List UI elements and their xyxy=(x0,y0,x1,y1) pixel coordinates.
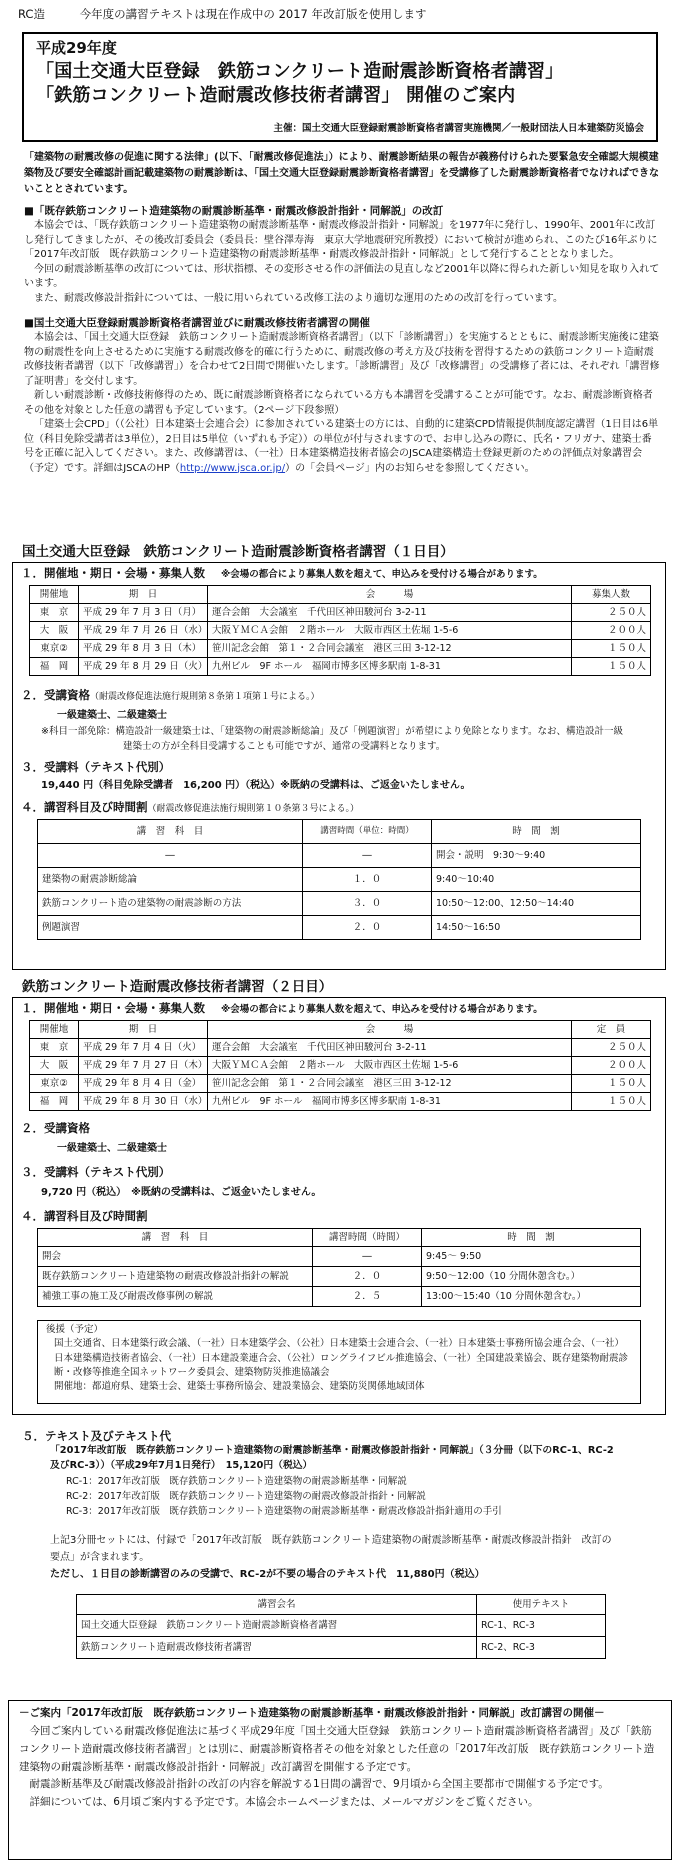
cell: 既存鉄筋コンクリート造建築物の耐震改修設計指針の解説 xyxy=(38,1267,313,1287)
cell: 14:50〜16:50 xyxy=(432,916,641,940)
table-row xyxy=(38,1267,641,1287)
top-notice xyxy=(18,6,668,23)
jsca-link[interactable]: http://www.jsca.or.jp/ xyxy=(179,462,286,474)
cell: 9:50〜12:00（10 分間休憩含む。） xyxy=(422,1267,641,1287)
col-header: 会 場 xyxy=(208,1021,572,1039)
table-row xyxy=(30,604,651,622)
cell: 国土交通大臣登録 鉄筋コンクリート造耐震診断資格者講習 xyxy=(77,1615,477,1637)
final-title: －ご案内「2017年改訂版 既存鉄筋コンクリート造建築物の耐震診断基準・耐震改修設計指針・同解説」改訂講習の開催－ xyxy=(19,1707,605,1719)
col-header: 開催地 xyxy=(30,1021,79,1039)
course2-s4: ４．講習科目及び時間割 xyxy=(21,1209,148,1223)
section-course-heading: ■国土交通大臣登録耐震診断資格者講習並びに耐震改修技術者講習の開催 xyxy=(24,317,370,329)
cell: 運合会館 大会議室 千代田区神田駿河台 3-2-11 xyxy=(208,604,572,622)
cell: ― xyxy=(38,844,303,868)
section-course-p2: 新しい耐震診断・改修技術修得のため、既に耐震診断資格者になられている方も本講習を受講することが可能です。なお、耐震診断資格者その他を対象とした任意の講習も予定しています。（2ページ下段参照） xyxy=(24,390,653,416)
cell: １５０人 xyxy=(572,1093,651,1111)
cell: ２．０ xyxy=(303,916,432,940)
header-title-2: 「鉄筋コンクリート造耐震改修技術者講習」 開催のご案内 xyxy=(36,85,516,107)
course2-subject-table xyxy=(37,1228,641,1307)
course1-fee: 19,440 円（科目免除受講者 16,200 円）（税込）※既納の受講料は、ご返金いたしません。 xyxy=(41,780,471,791)
support-list: 国土交通省、日本建築行政会議、（一社）日本建築学会、（公社）日本建築士会連合会、（一社）日本建築士事務所協会連合会、（一社）日本建築構造技術者協会、（一社）日本建設業連合会、（公社）ロングライフビル推進協会、（一社）全国建設業協会、既存建築物耐震診断・改修等推進全国ネットワーク委員会、建築物防災推進協議会 xyxy=(54,1338,628,1378)
cell: 例題演習 xyxy=(38,916,303,940)
col-header: 時 間 割 xyxy=(422,1229,641,1247)
course1-qualification: 一級建築士、二級建築士 xyxy=(57,710,167,721)
col-header: 開催地 xyxy=(30,586,79,604)
texts-heading: ５．テキスト及びテキスト代 xyxy=(22,1429,172,1443)
cell: 平成 29 年 7 月 4 日（火） xyxy=(79,1039,208,1057)
cell: 鉄筋コンクリート造耐震改修技術者講習 xyxy=(77,1637,477,1659)
support-box xyxy=(37,1320,641,1404)
table-row xyxy=(77,1615,606,1637)
cell: 運合会館 大会議室 千代田区神田駿河台 3-2-11 xyxy=(208,1039,572,1057)
support-label: 後援（予定） xyxy=(46,1324,104,1335)
cell: 平成 29 年 8 月 30 日（水） xyxy=(79,1093,208,1111)
final-p3: 詳細については、6月頃ご案内する予定です。本協会ホームページまたは、メールマガジンをご覧ください。 xyxy=(29,1796,539,1809)
section-revision xyxy=(24,204,660,306)
table-row xyxy=(38,892,641,916)
header-year: 平成29年度 xyxy=(36,39,117,57)
cell: 開会・説明 9:30〜9:40 xyxy=(432,844,641,868)
cell: 平成 29 年 7 月 26 日（水） xyxy=(79,622,208,640)
cell: 13:00〜15:40（10 分間休憩含む。） xyxy=(422,1287,641,1307)
course1-title: 国土交通大臣登録 鉄筋コンクリート造耐震診断資格者講習（１日目） xyxy=(22,544,454,560)
col-header: 時 間 割 xyxy=(432,820,641,844)
cell: 平成 29 年 7 月 27 日（木） xyxy=(79,1057,208,1075)
cell: 東 京 xyxy=(30,604,79,622)
course2-s1 xyxy=(21,1000,543,1017)
cell: １５０人 xyxy=(572,658,651,676)
cell: 大 阪 xyxy=(30,1057,79,1075)
cell: 開会 xyxy=(38,1247,313,1267)
organizer: 主催：国土交通大臣登録耐震診断資格者講習実施機関／一般財団法人日本建築防災協会 xyxy=(273,123,644,135)
course2-fee: 9,720 円（税込） ※既納の受講料は、ご返金いたしません。 xyxy=(41,1187,322,1198)
course2-s1-label: １．開催地・期日・会場・募集人数 xyxy=(21,1001,205,1015)
table-row xyxy=(38,820,641,844)
course1-qual-note-1: ※科目一部免除：構造設計一級建築士は、「建築物の耐震診断総論」及び「例題演習」が希望により免除となります。なお、構造設計一級 xyxy=(41,726,623,737)
cell: 九州ビル 9F ホール 福岡市博多区博多駅南 1-8-31 xyxy=(208,658,572,676)
cell: 笹川記念会館 第１・２合同会議室 港区三田 3-12-12 xyxy=(208,1075,572,1093)
course1-s4-note: （耐震改修促進法施行規則第１０条第３号による。） xyxy=(147,804,360,814)
cell: 東京② xyxy=(30,640,79,658)
course2-s1-note: ※会場の都合により募集人数を超えて、申込みを受付ける場合があります。 xyxy=(221,1004,543,1015)
table-row xyxy=(30,1039,651,1057)
cell: ２５０人 xyxy=(572,1039,651,1057)
revision-course-notice xyxy=(8,1700,672,1860)
cpd-text-end: ）の「会員ページ」内のお知らせを参照してください。 xyxy=(285,462,535,474)
course2-title: 鉄筋コンクリート造耐震改修技術者講習（２日目） xyxy=(22,979,333,995)
texts-set-2: 要点」が含まれます。 xyxy=(50,1552,150,1563)
section-course-p1: 本協会は、「国土交通大臣登録 鉄筋コンクリート造耐震診断資格者講習」（以下「診断講習」）を実施するとともに、耐震診断実施後に建築物の耐震性を向上させるために実施する耐震改修を的確に行うために、耐震改修の考え方及び技術を習得するための鉄筋コンクリート造耐震改修技術者講習（以下「改修講習」）を合わせて2日間で開催いたします。「診断講習」及び「改修講習」の受講修了者には、それぞれ「講習修了証明書」を交付します。 xyxy=(24,332,660,387)
course1-s2 xyxy=(21,687,320,704)
texts-rc1: RC-1：2017年改訂版 既存鉄筋コンクリート造建築物の耐震診断基準・同解説 xyxy=(66,1476,407,1487)
course2-qualification: 一級建築士、二級建築士 xyxy=(57,1143,167,1154)
cell: 平成 29 年 8 月 3 日（木） xyxy=(79,640,208,658)
course1-s3: ３．受講料（テキスト代別） xyxy=(21,760,171,774)
table-row xyxy=(38,1247,641,1267)
notice-text: 今年度の講習テキストは現在作成中の 2017 年改訂版を使用します xyxy=(79,7,427,21)
table-row xyxy=(30,658,651,676)
col-header: 募集人数 xyxy=(572,586,651,604)
course1-venue-table xyxy=(29,585,651,676)
cell: 九州ビル 9F ホール 福岡市博多区博多駅南 1-8-31 xyxy=(208,1093,572,1111)
texts-main-1: 「2017年改訂版 既存鉄筋コンクリート造建築物の耐震診断基準・耐震改修設計指針・同解説」（３分冊（以下のRC-1、RC-2 xyxy=(50,1445,614,1456)
section-revision-p3: また、耐震改修設計指針については、一般に用いられている改修工法のより適切な運用のための改訂を行っています。 xyxy=(34,292,563,304)
col-header: 定 員 xyxy=(572,1021,651,1039)
cell: 9:45〜 9:50 xyxy=(422,1247,641,1267)
cell: 平成 29 年 8 月 29 日（火） xyxy=(79,658,208,676)
col-header: 講習時間（単位：時間） xyxy=(303,820,432,844)
table-row xyxy=(38,916,641,940)
cell: 建築物の耐震診断総論 xyxy=(38,868,303,892)
intro-paragraph: 「建築物の耐震改修の促進に関する法律」(以下、「耐震改修促進法」）により、耐震診断結果の報告が義務付けられた要緊急安全確認大規模建築物及び要安全確認計画記載建築物の耐震診断は、「国土交通大臣登録耐震診断資格者講習」を受講修了した耐震診断資格者でなければできないこととされています。 xyxy=(24,152,659,195)
course2-s2: ２．受講資格 xyxy=(21,1121,90,1135)
cell: ２５０人 xyxy=(572,604,651,622)
cell: 平成 29 年 8 月 4 日（金） xyxy=(79,1075,208,1093)
cell: ２．０ xyxy=(313,1267,422,1287)
course1-s4-label: ４．講習科目及び時間割 xyxy=(21,800,148,814)
texts-rc2: RC-2：2017年改訂版 既存鉄筋コンクリート造建築物の耐震改修設計指針・同解説 xyxy=(66,1491,426,1502)
table-row xyxy=(30,1075,651,1093)
header-title-1: 「国土交通大臣登録 鉄筋コンクリート造耐震診断資格者講習」 xyxy=(36,60,564,82)
cell: 大 阪 xyxy=(30,622,79,640)
cell: 平成 29 年 7 月 3 日（月） xyxy=(79,604,208,622)
table-row xyxy=(38,1287,641,1307)
cell: 補強工事の施工及び耐震改修事例の解説 xyxy=(38,1287,313,1307)
table-row xyxy=(38,868,641,892)
cell: １５０人 xyxy=(572,1075,651,1093)
col-header: 講 習 科 目 xyxy=(38,820,303,844)
cell: 鉄筋コンクリート造の建築物の耐震診断の方法 xyxy=(38,892,303,916)
texts-rc3: RC-3：2017年改訂版 既存鉄筋コンクリート造建築物の耐震診断基準・耐震改修設計指針適用の手引 xyxy=(66,1506,502,1517)
table-row xyxy=(30,586,651,604)
col-header: 期 日 xyxy=(79,1021,208,1039)
section-revision-p1: 本協会では、「既存鉄筋コンクリート造建築物の耐震診断基準・耐震改修設計指針・同解説」を1977年に発行し、1990年、2001年に改訂し発行してきましたが、その後改訂委員会（委員長：壁谷澤寿海 東京大学地震研究所教授）において検討が進められ、このたび16年ぶりに「2017年改訂版 既存鉄筋コンクリート造建築物の耐震診断基準・耐震改修設計指針・同解説」として発行することとなりました。 xyxy=(24,220,658,261)
texts-table xyxy=(76,1594,606,1659)
title-box xyxy=(22,32,658,142)
table-row xyxy=(77,1595,606,1615)
rc-label: RC造 xyxy=(18,7,45,21)
texts-main-2: 及びRC-3））（平成29年7月1日発行） 15,120円（税込） xyxy=(50,1460,313,1471)
course1-s2-label: ２．受講資格 xyxy=(21,688,90,702)
texts-set-1: 上記3分冊セットには、付録で「2017年改訂版 既存鉄筋コンクリート造建築物の耐震診断基準・耐震改修設計指針 改訂の xyxy=(50,1535,612,1546)
cell: １．０ xyxy=(303,868,432,892)
cell: 東 京 xyxy=(30,1039,79,1057)
final-p1: 今回ご案内している耐震改修促進法に基づく平成29年度「国土交通大臣登録 鉄筋コンクリート造耐震診断資格者講習」及び「鉄筋コンクリート造耐震改修技術者講習」とは別に、耐震診断資格者その他を対象とした任意の「2017年改訂版 既存鉄筋コンクリート造建築物の耐震診断基準・耐震改修設計指針・同解説」改訂講習を開催する予定です。 xyxy=(19,1724,655,1773)
section-revision-p2: 今回の耐震診断基準の改訂については、形状指標、その変形させる作の評価法の見直しなど2001年以降に得られた新しい知見を取り入れています。 xyxy=(24,263,660,290)
table-row xyxy=(30,640,651,658)
cell: ― xyxy=(313,1247,422,1267)
cell: RC-2、RC-3 xyxy=(477,1637,606,1659)
col-header: 会 場 xyxy=(208,586,572,604)
section-revision-heading: ■「既存鉄筋コンクリート造建築物の耐震診断基準・耐震改修設計指針・同解説」の改訂 xyxy=(24,205,444,217)
course2-s3: ３．受講料（テキスト代別） xyxy=(21,1165,171,1179)
table-row xyxy=(30,1093,651,1111)
course1-qual-note-2: 建築士の方が全科目受講することも可能ですが、通常の受講料となります。 xyxy=(123,741,446,752)
table-row xyxy=(38,1229,641,1247)
cell: ２００人 xyxy=(572,622,651,640)
course1-s1 xyxy=(21,565,543,582)
table-row xyxy=(30,1021,651,1039)
course1-s2-note: （耐震改修促進法施行規則第８条第１項第１号による。） xyxy=(90,692,320,702)
table-row xyxy=(30,622,651,640)
course1-s1-note: ※会場の都合により募集人数を超えて、申込みを受付ける場合があります。 xyxy=(221,569,543,580)
col-header: 講 習 科 目 xyxy=(38,1229,313,1247)
cell: ― xyxy=(303,844,432,868)
cell: 笹川記念会館 第１・２合同会議室 港区三田 3-12-12 xyxy=(208,640,572,658)
cell: ２．５ xyxy=(313,1287,422,1307)
section-course-info xyxy=(24,316,660,476)
cell: 東京② xyxy=(30,1075,79,1093)
col-header: 講習時間（時間） xyxy=(313,1229,422,1247)
cell: 福 岡 xyxy=(30,1093,79,1111)
cell: 9:40〜10:40 xyxy=(432,868,641,892)
course1-frame xyxy=(12,562,666,970)
cell: 福 岡 xyxy=(30,658,79,676)
table-row xyxy=(30,1057,651,1075)
cell: ２００人 xyxy=(572,1057,651,1075)
course2-frame xyxy=(12,997,666,1415)
cpd-text: 「建築士会CPD」（（公社）日本建築士会連合会）に参加されている建築士の方には、自動的に建築CPD情報提供制度認定講習（1日目は6単位（科目免除受講者は3単位），2日目は5単位（いずれも予定））の単位が付与されますので、お申し込みの際に、氏名・フリガナ、建築士番号を正確に記入してください。また、改修講習は、（一社）日本建築構造技術者協会のJSCA建築構造士登録更新のための評価点対象講習会（予定）です。詳細はJSCAのHP（ xyxy=(24,419,659,474)
col-header: 期 日 xyxy=(79,586,208,604)
final-p2: 耐震診断基準及び耐震改修設計指針の改訂の内容を解説する1日間の講習で、9月頃から全国主要都市で開催する予定です。 xyxy=(29,1778,609,1791)
course1-subject-table xyxy=(37,819,641,940)
table-row xyxy=(77,1637,606,1659)
course1-s1-label: １．開催地・期日・会場・募集人数 xyxy=(21,566,205,580)
cell: 10:50〜12:00、12:50〜14:40 xyxy=(432,892,641,916)
table-row xyxy=(38,844,641,868)
section-course-p3 xyxy=(24,418,660,476)
cell: １５０人 xyxy=(572,640,651,658)
cell: 大阪ＹＭＣＡ会館 ２階ホール 大阪市西区土佐堀 1-5-6 xyxy=(208,622,572,640)
col-header: 講習会名 xyxy=(77,1595,477,1615)
course2-venue-table xyxy=(29,1020,651,1111)
cell: ３．０ xyxy=(303,892,432,916)
support-local: 開催地：都道府県、建築士会、建築士事務所協会、建設業協会、建築防災関係地域団体 xyxy=(54,1381,425,1392)
texts-only: ただし、１日目の診断講習のみの受講で、RC-2が不要の場合のテキスト代 11,880円（税込） xyxy=(50,1569,485,1580)
course1-s4 xyxy=(21,799,359,816)
cell: 大阪ＹＭＣＡ会館 ２階ホール 大阪市西区土佐堀 1-5-6 xyxy=(208,1057,572,1075)
cell: RC-1、RC-3 xyxy=(477,1615,606,1637)
col-header: 使用テキスト xyxy=(477,1595,606,1615)
